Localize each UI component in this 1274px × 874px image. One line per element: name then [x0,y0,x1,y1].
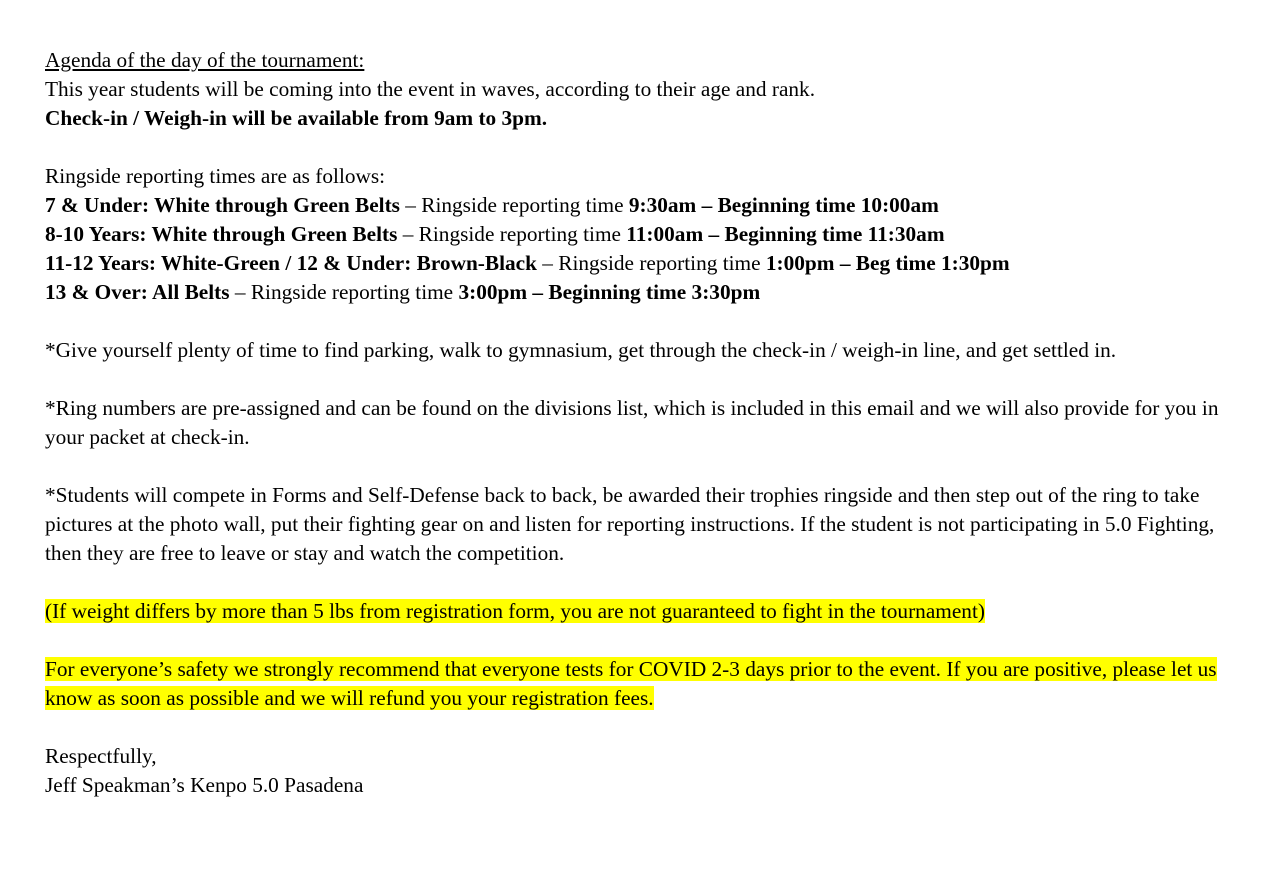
agenda-intro: This year students will be coming into the event in waves, according to their age and rank. [45,77,816,101]
salutation: Respectfully, [45,744,157,768]
ringside-separator: – Ringside reporting time [229,280,459,304]
agenda-heading: Agenda of the day of the tournament: [45,48,365,72]
ringside-group: 11-12 Years: White-Green / 12 & Under: Brown-Black [45,251,537,275]
parking-note: *Give yourself plenty of time to find parking, walk to gymnasium, get through the check-in / weigh-in line, and get settled in. [45,338,1117,362]
spacer [45,307,1235,336]
ringside-times: 11:00am – Beginning time 11:30am [626,222,945,246]
signature: Jeff Speakman’s Kenpo 5.0 Pasadena [45,773,364,797]
ring-numbers-note: *Ring numbers are pre-assigned and can be found on the divisions list, which is included in this email and we will also provide for you in your packet at check-in. [45,396,1219,449]
ringside-times: 3:00pm – Beginning time 3:30pm [458,280,761,304]
ringside-separator: – Ringside reporting time [397,222,627,246]
ringside-group: 7 & Under: White through Green Belts [45,193,400,217]
ringside-row [45,220,1235,249]
spacer [45,626,1235,655]
ringside-separator: – Ringside reporting time [536,251,766,275]
ringside-times: 1:00pm – Beg time 1:30pm [765,251,1010,275]
ringside-intro: Ringside reporting times are as follows: [45,164,386,188]
ringside-times: 9:30am – Beginning time 10:00am [628,193,939,217]
spacer [45,365,1235,394]
ringside-group: 8-10 Years: White through Green Belts [45,222,398,246]
document-page [45,46,1235,800]
ringside-row [45,249,1235,278]
ringside-group: 13 & Over: All Belts [45,280,230,304]
spacer [45,452,1235,481]
spacer [45,568,1235,597]
ringside-separator: – Ringside reporting time [399,193,629,217]
spacer [45,133,1235,162]
competition-note: *Students will compete in Forms and Self-Defense back to back, be awarded their trophies ringside and then step out of the ring to take pictures at the photo wall, put their fighting gear on and listen for reporting instructions. If the student is not participating in 5.0 Fighting, then they are free to leave or stay and watch the competition. [45,483,1215,565]
ringside-row [45,191,1235,220]
weight-warning: (If weight differs by more than 5 lbs from registration form, you are not guaranteed to fight in the tournament) [45,599,985,623]
checkin-hours: Check-in / Weigh-in will be available from 9am to 3pm. [45,106,548,130]
ringside-row [45,278,1235,307]
spacer [45,713,1235,742]
covid-notice: For everyone’s safety we strongly recommend that everyone tests for COVID 2-3 days prior to the event. If you are positive, please let us know as soon as possible and we will refund you your registration fees. [45,657,1217,710]
